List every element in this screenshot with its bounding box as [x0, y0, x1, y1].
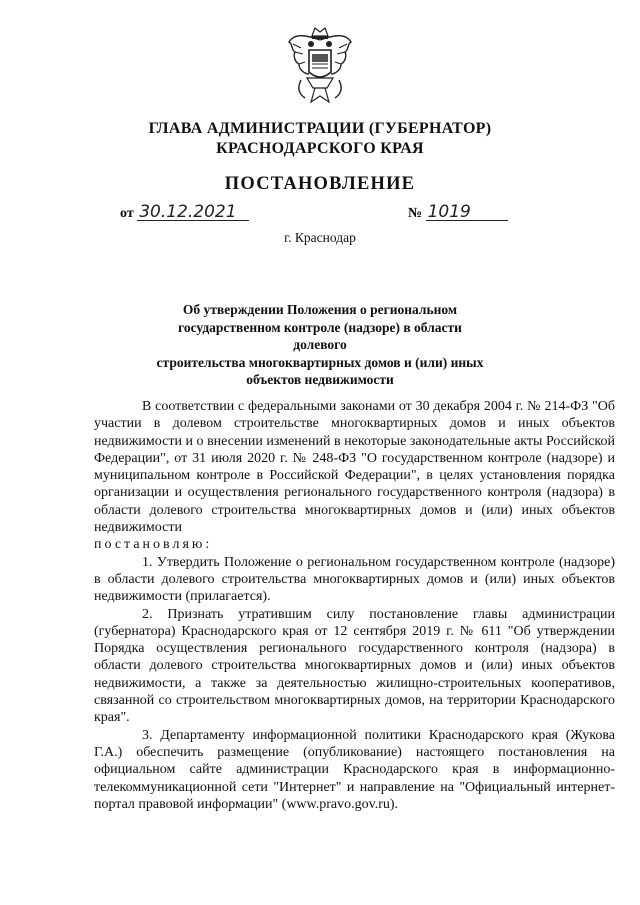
intro-paragraph: В соответствии с федеральными законами от 30 декабря 2004 г. № 214-ФЗ "Об участии в долевом строительстве многоквартирных домов и иных объектов недвижимости и о внесении изменений в некоторые законодательные акты Российской Федерации", от 31 июля 2020 г. № 248-ФЗ "О государственном контроле (надзоре) и муниципальном контроле в Российской Федерации", в целях установления порядка организации и осуществления регионального государственного контроля (надзора) в области долевого строительства многоквартирных домов и (или) иных объектов недвижимости — [94, 399, 615, 536]
number-value: 1019 — [426, 204, 508, 221]
decree-word-text: постановляю: — [94, 537, 213, 553]
item-3: 3. Департаменту информационной политики Краснодарского края (Жукова Г.А.) обеспечить размещение (опубликование) настоящего постановления на официальном сайте администрации Краснодарского края в информационно-телекоммуникационной сети "Интернет" и направление на "Официальный интернет-портал правовой информации" (www.pravo.gov.ru). — [94, 727, 615, 812]
number-prefix: № — [408, 206, 423, 221]
subject-line: строительства многоквартирных домов и (или) иных — [156, 354, 484, 370]
document-body — [94, 398, 615, 813]
decree-word — [94, 536, 615, 553]
item-1: 1. Утвердить Положение о региональном государственном контроле (надзоре) в области долевого строительства многоквартирных домов и (или) иных объектов недвижимости (прилагается). — [94, 554, 615, 605]
item-2: 2. Признать утратившим силу постановление главы администрации (губернатора) Краснодарского края от 12 сентября 2019 г. № 611 "Об утверждении Порядка осуществления регионального государственного контроля (надзора) в области долевого строительства многоквартирных домов и (или) иных объектов недвижимости, а также за деятельностью жилищно-строительных кооперативов, связанной со строительством многоквартирных домов, на территории Краснодарского края". — [94, 606, 615, 726]
subject-line: объектов недвижимости — [246, 372, 394, 387]
date-row — [120, 204, 249, 222]
coat-of-arms-emblem — [287, 22, 353, 108]
document-subject — [150, 301, 490, 389]
date-prefix: от — [120, 206, 134, 221]
city: г. Краснодар — [284, 230, 356, 245]
number-row — [408, 204, 508, 222]
authority-region: КРАСНОДАРСКОГО КРАЯ — [216, 140, 424, 157]
authority-title: ГЛАВА АДМИНИСТРАЦИИ (ГУБЕРНАТОР) — [148, 120, 492, 137]
subject-line: государственном контроле (надзоре) в области долевого — [178, 319, 462, 352]
subject-line: Об утверждении Положения о региональном — [182, 302, 458, 317]
document-type: ПОСТАНОВЛЕНИЕ — [224, 174, 416, 194]
date-value: 30.12.2021 — [137, 204, 249, 221]
